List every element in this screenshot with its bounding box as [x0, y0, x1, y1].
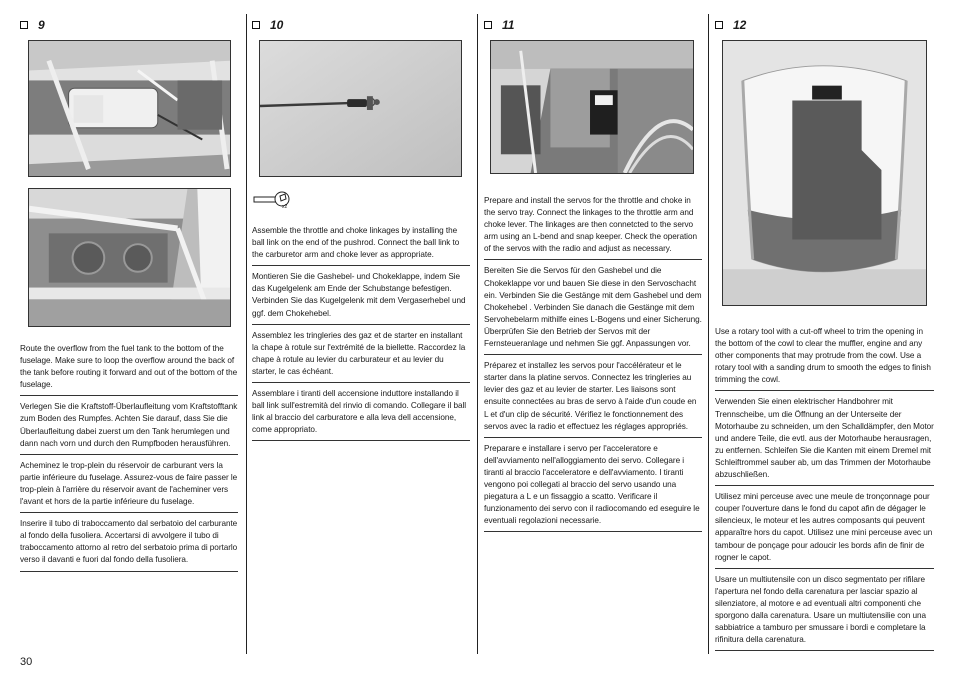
step-11-text — [484, 195, 702, 532]
paragraph-german: Bereiten Sie die Servos für den Gashebel und die Chokeklappe vor und bauen Sie diese in den Servoschacht ein. Verbinden Sie die Gestänge mit dem Gashebel und dem Chokehebel . Verbinden Sie danach die Gestänge mit dem Servohebelarm mithilfe eines L-Bogens und einer Sicherung. Überprüfen Sie den Betrieb der Servos mit der Fernsteueranlage und nehmen Sie ggf. Anpassungen vor. — [484, 265, 702, 355]
paragraph-english: Use a rotary tool with a cut-off wheel to trim the opening in the bottom of the cowl to clear the muffler, engine and any other components that may protrude from the cowl. Use a rotary tool with a sanding drum to smooth the edges to finish trimming the cowl. — [715, 326, 934, 391]
photo-servo-tray — [490, 40, 694, 174]
checkbox-icon[interactable] — [20, 21, 28, 29]
photo-fuel-tank-bottom — [28, 188, 231, 327]
step-12-text — [715, 326, 934, 651]
paragraph-french: Préparez et installez les servos pour l'accélérateur et le starter dans la platine servos. Connectez les tringleries au levier des gaz et au levier de starter. Les liaisons sont ensuite connectées au bras de servo à l'aide d'un coude en L et d'un clip de sécurité. Vérifiez le fonctionnement des servos avec la radio et effectuez les réglages appropriés. — [484, 360, 702, 438]
paragraph-italian: Inserire il tubo di traboccamento dal serbatoio del carburante al fondo della fusoliera. Accertarsi di avvolgere il tubo di traboccamento attorno al retro del serbatoio prima di portarlo verso il davanti e fuori dal fondo della fusoliera. — [20, 518, 238, 571]
step-9-text — [20, 343, 238, 572]
photo-ball-link-pushrod — [259, 40, 462, 177]
step-number: 9 — [38, 18, 45, 32]
step-number: 11 — [502, 18, 515, 32]
step-12-heading — [715, 17, 746, 33]
tool-quantity-label: x2 — [282, 204, 288, 210]
checkbox-icon[interactable] — [252, 21, 260, 29]
column-divider-2 — [477, 14, 478, 654]
step-9-heading — [20, 17, 45, 33]
checkbox-icon[interactable] — [484, 21, 492, 29]
step-number: 12 — [733, 18, 747, 32]
step-10-text — [252, 225, 470, 441]
page-number: 30 — [20, 656, 33, 668]
paragraph-french: Utilisez mini perceuse avec une meule de tronçonnage pour couper l'ouverture dans le fond du capot afin de dégager le silencieux, le moteur et les autres composants qui peuvent apparaître hors du capot. Utilisez une mini perceuse avec un tambour de ponçage pour adoucir les bords afin de finir de rogner le capot. — [715, 491, 934, 569]
paragraph-english: Assemble the throttle and choke linkages by installing the ball link on the end of the pushrod. Connect the ball link to the carburetor arm and choke lever as appropriate. — [252, 225, 470, 266]
column-divider-1 — [246, 14, 247, 654]
paragraph-english: Prepare and install the servos for the throttle and choke in the servo tray. Connect the linkages to the throttle arm and choke lever. The linkages are then connetcted to the servo arm using an L-bend and snap keeper. Check the operation of the servos with the radio and adjust as necessary. — [484, 195, 702, 260]
photo-fuel-tank-top — [28, 40, 231, 177]
step-number: 10 — [270, 18, 284, 32]
paragraph-italian: Preparare e installare i servo per l'acceleratore e dell'avviamento nell'alloggiamento dei servo. Collegare i tiranti al braccio l'acceleratore e dell'avviamento. I tiranti vengono poi collegati al braccio del servo usando una piegatura a L e un fissaggio a scatto. Verificare il funzionamento dei servo con il radiocomando ed eseguire le eventuali regolazioni necessarie. — [484, 443, 702, 533]
paragraph-german: Verwenden Sie einen elektrischer Handbohrer mit Trennscheibe, um die Öffnung an der Unterseite der Motorhaube zu schneiden, um den Schalldämpfer, den Motor und andere Teile, die evtl. aus der Motorhaube herausragen, zu entfernen. Schleifen Sie die Kanten mit einem Dremel mit Schleiftrommel sauber ab, um das Trimmen der Motorhaube abzuschließen. — [715, 396, 934, 486]
step-11-heading — [484, 17, 514, 33]
checkbox-icon[interactable] — [715, 21, 723, 29]
paragraph-italian: Usare un multiutensile con un disco segmentato per rifilare l'apertura nel fondo della carenatura per lasciar spazio al silenziatore, al motore e ad eventuali altri componenti che sporgono dalla carenatura. Usare un multiutensilie con una sabbiatrice a tamburo per smussare i bordi e completare la rifinitura della carenatura. — [715, 574, 934, 652]
paragraph-french: Acheminez le trop-plein du réservoir de carburant vers la partie inférieure du fuselage. Assurez-vous de faire passer le trop-plein à l'arrière du réservoir avant de l'acheminer vers l'avant et hors de la partie inférieure du fuselage. — [20, 460, 238, 513]
paragraph-german: Montieren Sie die Gashebel- und Chokeklappe, indem Sie das Kugelgelenk am Ende der Schubstange befestigen. Verbinden Sie das Kugelgelenk mit dem Vergaserhebel und ggf. dem Chokehebel. — [252, 271, 470, 324]
photo-trimmed-cowl — [722, 40, 927, 306]
column-divider-3 — [708, 14, 709, 654]
paragraph-german: Verlegen Sie die Kraftstoff-Überlaufleitung vom Kraftstofftank zum Boden des Rumpfes. Achten Sie darauf, dass Sie die Überlaufleitung dabei zuerst um den Tank herumlegen und dann nach vorn und durch den Rumpfboden herausführen. — [20, 401, 238, 454]
paragraph-french: Assemblez les tringleries des gaz et de starter en installant la chape à rotule sur l'extrémité de la biellette. Raccordez la chape à rotule au levier du carburateur et au levier du starter, le cas échéant. — [252, 330, 470, 383]
paragraph-english: Route the overflow from the fuel tank to the bottom of the fuselage. Make sure to loop the overflow around the back of the tank before routing it forward and out of the bottom of the fuselage. — [20, 343, 238, 396]
paragraph-italian: Assemblare i tiranti dell accensione induttore installando il ball link sull'estremità del rinvio di comando. Collegare il ball link al braccio del carburatore e alla leva dell accensione, come appropriato. — [252, 388, 470, 441]
step-10-heading — [252, 17, 283, 33]
